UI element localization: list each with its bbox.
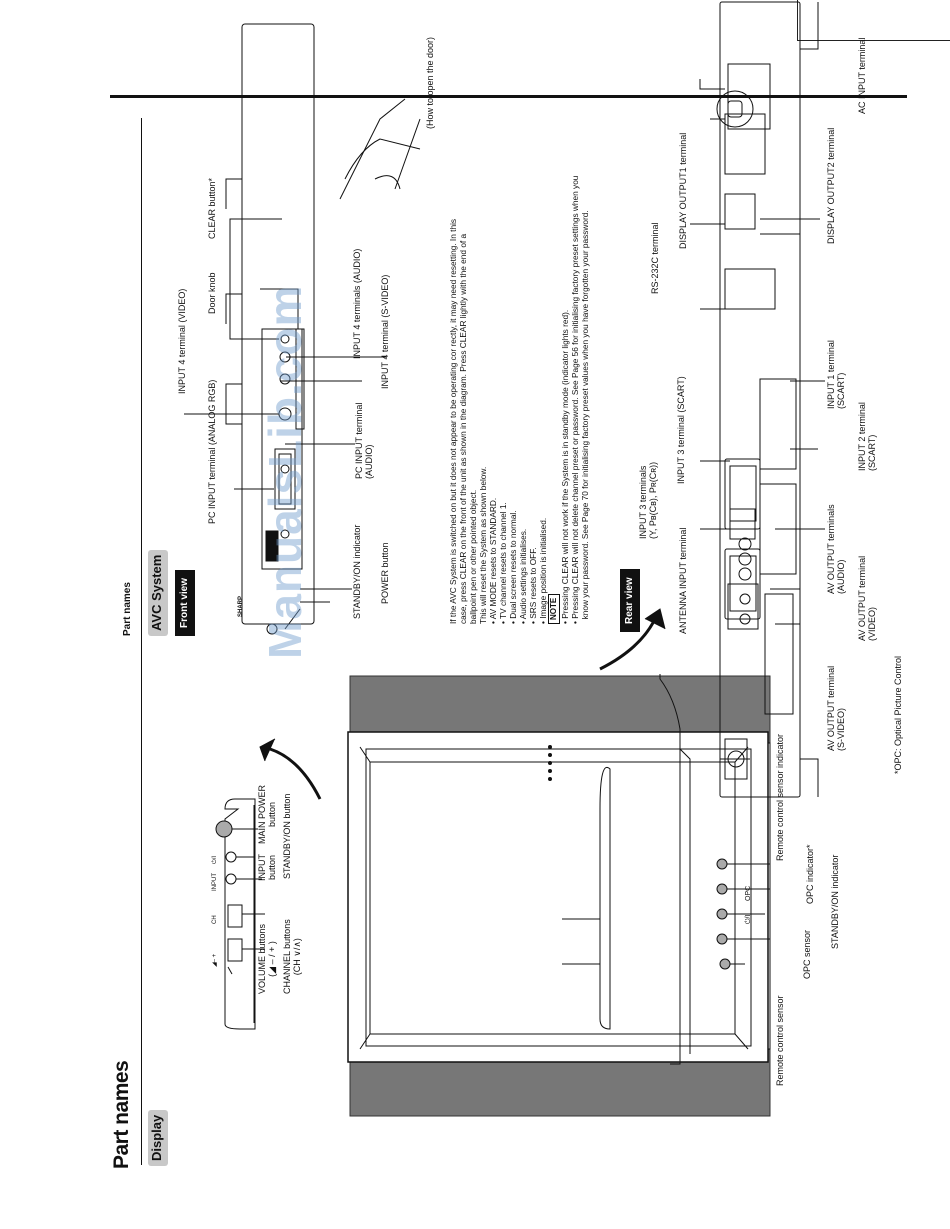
panel-mark-channel: CH xyxy=(212,915,218,924)
door-knob-label: Door knob xyxy=(207,272,217,314)
sensor-mark-power: ⏻/I xyxy=(745,914,752,924)
note-item: • Pressing CLEAR will not work if the System is in standby mode (indicator lights red). xyxy=(560,309,570,624)
standby-indicator-front-label: STANDBY/ON indicator xyxy=(352,524,362,619)
av-output-video-label: AV OUTPUT terminal (VIDEO) xyxy=(857,555,878,641)
input4-audio-label: INPUT 4 terminals (AUDIO) xyxy=(352,248,362,359)
door-open-illustration xyxy=(340,99,420,199)
reset-item: • Dual screen resets to normal. xyxy=(508,510,518,624)
input2-scart-label: INPUT 2 terminal (SCART) xyxy=(857,402,878,471)
av-output-svideo-label: AV OUTPUT terminal (S-VIDEO) xyxy=(826,665,847,751)
standby-on-button-label: STANDBY/ON button xyxy=(282,793,292,879)
input3-terminals-label: INPUT 3 terminals (Y, Pʙ(Cʙ), Pʀ(Cʀ)) xyxy=(638,461,659,539)
pc-input-audio-label: PC INPUT terminal (AUDIO) xyxy=(354,402,375,479)
section-title-avc: AVC System xyxy=(148,550,168,636)
pc-input-rgb-label: PC INPUT terminal (ANALOG RGB) xyxy=(207,379,217,524)
clear-button-label: CLEAR button* xyxy=(207,177,217,239)
rear-view-heading: Rear view xyxy=(620,569,640,632)
power-button-label: POWER button xyxy=(380,542,390,604)
volume-buttons-label: VOLUME buttons (◢ – / + ) xyxy=(257,923,278,994)
ac-input-label: AC INPUT terminal xyxy=(857,37,867,114)
sensor-mark-opc: OPC xyxy=(745,885,752,901)
channel-buttons-label: CHANNEL buttons (CH ∨/∧) xyxy=(282,919,303,994)
input3-scart-label: INPUT 3 terminal (SCART) xyxy=(676,376,686,484)
rs232c-label: RS-232C terminal xyxy=(650,222,660,294)
section-title-display: Display xyxy=(148,1110,168,1166)
note-item: know your password. See Page 70 for initialising factory preset values when you have forgotten your password. xyxy=(580,210,590,620)
watermark: ManualsLib.com xyxy=(259,284,311,659)
panel-mark-volume: ◢– + xyxy=(212,953,218,967)
opc-indicator-label: OPC indicator* xyxy=(805,844,815,904)
reset-item: • Image position is initialised. xyxy=(538,517,548,624)
sharp-logo: SHARP xyxy=(238,595,244,617)
note-item: • Pressing CLEAR will not delete channel preset or password. See Page 56 for initialising factory preset settings when you xyxy=(570,175,580,624)
clear-instructions: If the AVC System is switched on but it does not appear to be operating cor rectly, it may need resetting. In this case, press CLEAR on the front of the unit as shown in the diagram. Press CLEAR lightly with the end of a ballpoint pen or other pointed object. This will reset the System as shown below. • AV MODE resets to STANDARD. • TV channel resets to channel 1. • Dual screen resets to normal. • Audio settings initialises. • SRS resets to OFF. • Image position is initialised. NOTE • Pressing CLEAR will not work if the System is in standby mode (indicator lights red). • Pressing CLEAR will not delete channel preset or password. See Page 56 for initialising factory preset settings when you know your password. See Page 70 for initialising factory preset values when you have forgotten your password. xyxy=(448,14,590,624)
reset-item: • TV channel resets to channel 1. xyxy=(498,502,508,624)
how-to-open-label: (How to open the door) xyxy=(425,36,435,129)
running-head: Part names xyxy=(122,582,133,636)
front-view-heading: Front view xyxy=(175,570,195,636)
reset-item: • SRS resets to OFF. xyxy=(528,547,538,624)
panel-mark-power: ⏻/I xyxy=(212,855,218,864)
display-output2-label: DISPLAY OUTPUT2 terminal xyxy=(826,127,836,244)
standby-on-indicator-label: STANDBY/ON indicator xyxy=(830,854,840,949)
input4-video-label: INPUT 4 terminal (VIDEO) xyxy=(177,288,187,394)
display-front-illustration xyxy=(348,676,770,1116)
input1-scart-label: INPUT 1 terminal (SCART) xyxy=(826,340,847,409)
panel-mark-input: INPUT xyxy=(212,873,218,891)
input-button-label: INPUT button xyxy=(257,854,278,881)
remote-control-sensor-indicator-label: Remote control sensor indicator xyxy=(775,733,785,861)
opc-sensor-label: OPC sensor xyxy=(802,929,812,979)
antenna-input-label: ANTENNA INPUT terminal xyxy=(678,527,688,634)
opc-footnote: *OPC: Optical Picture Control xyxy=(893,655,903,774)
note-tag: NOTE xyxy=(548,594,560,624)
page-title: Part names xyxy=(110,1060,133,1169)
remote-control-sensor-label: Remote control sensor xyxy=(775,995,785,1086)
display-output1-label: DISPLAY OUTPUT1 terminal xyxy=(678,132,688,249)
input4-svideo-label: INPUT 4 terminal (S-VIDEO) xyxy=(380,274,390,389)
av-output-audio-label: AV OUTPUT terminals (AUDIO) xyxy=(826,504,847,594)
main-power-button-label: MAIN POWER button xyxy=(257,784,278,844)
reset-item: • AV MODE resets to STANDARD. xyxy=(488,497,498,624)
reset-item: • Audio settings initialises. xyxy=(518,528,528,624)
